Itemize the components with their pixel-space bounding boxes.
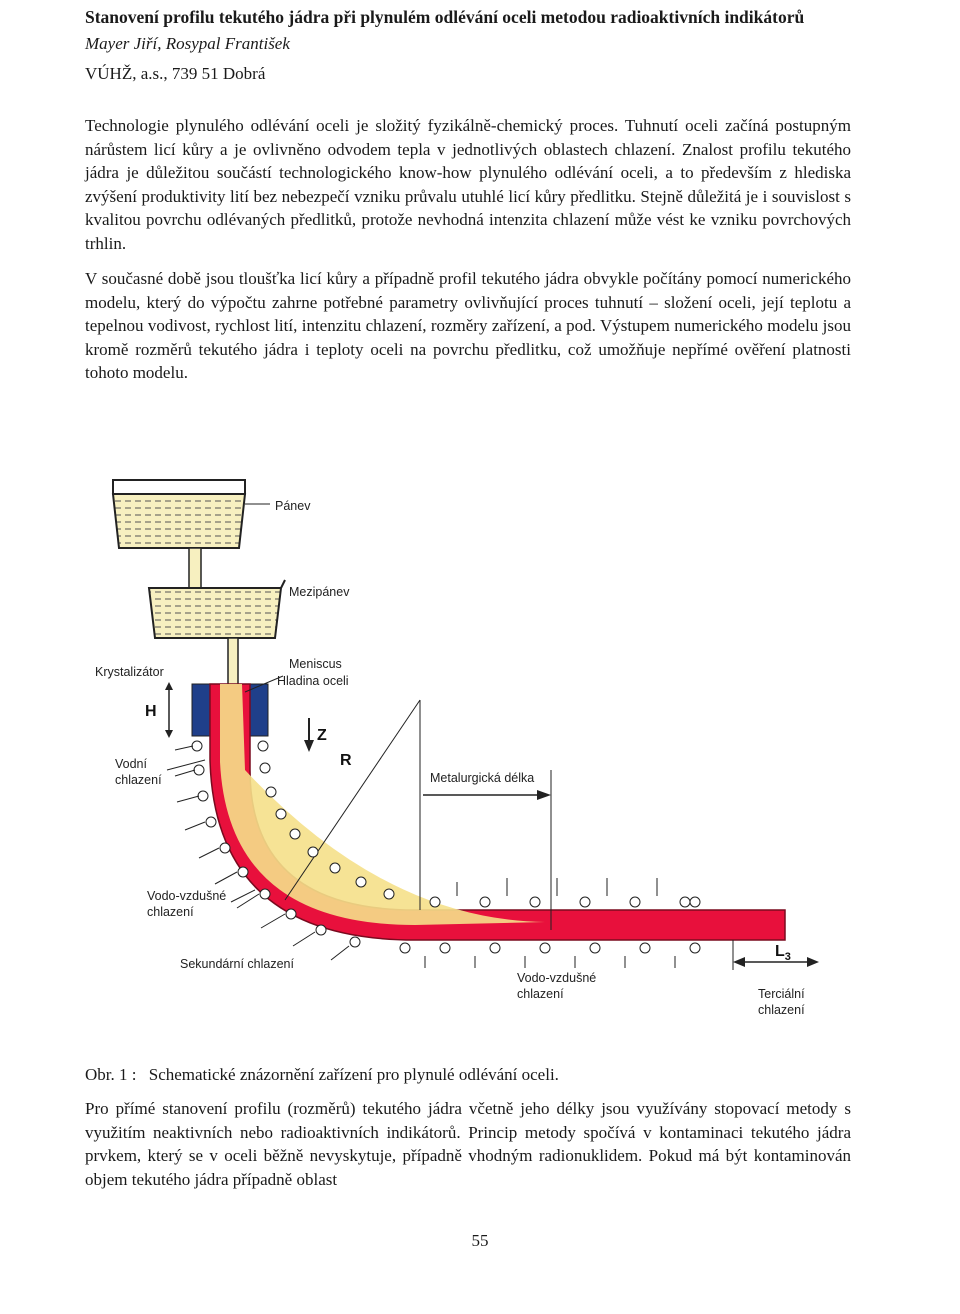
label-metalurgicka: Metalurgická délka <box>430 771 535 785</box>
ladle <box>113 480 270 596</box>
authors: Mayer Jiří, Rosypal František <box>85 34 290 53</box>
label-r: R <box>340 752 352 769</box>
paragraph-1: Technologie plynulého odlévání oceli je složitý fyzikálně-chemický proces. Tuhnutí oceli začíná postupným nárůstem licí kůry a je ovlivněno odvodem tepla v jednotlivých oblastech chlazení. Znalost profilu tekutého jádra je důležitou součástí technologického know-how plynulého odlévání oceli, a to především z hlediska zvýšení produktivity lití bez nebezpečí vzniku průvalu utuhlé licí kůry předlitku. Stejně důležitá je i souvislost s kvalitou povrchu odlévaných předlitků, protože nevhodná intenzita chlazení může vést ke vzniku povrchových trhlin. <box>85 116 851 253</box>
label-panev: Pánev <box>275 499 311 513</box>
label-vodovzdusne-bottom-1: Vodo-vzdušné <box>517 971 597 985</box>
label-hladina: Hladina oceli <box>277 674 349 688</box>
label-vodni-2: chlazení <box>115 773 162 787</box>
page-text-top <box>85 6 851 385</box>
label-krystalizator: Krystalizátor <box>95 665 164 679</box>
label-mezipanev: Mezipánev <box>289 585 350 599</box>
label-l3: $L_3$ <box>775 943 791 963</box>
caption-label: Obr. 1 : <box>85 1065 137 1084</box>
label-vodovzdusne-left-1: Vodo-vzdušné <box>147 889 227 903</box>
affiliation: VÚHŽ, a.s., 739 51 Dobrá <box>85 64 266 83</box>
label-sekundarni: Sekundární chlazení <box>180 957 294 971</box>
casting-diagram <box>85 470 865 1030</box>
figure-caption <box>85 1063 851 1086</box>
label-tercialni-2: chlazení <box>758 1003 805 1017</box>
caption-text: Schematické znázornění zařízení pro plynulé odlévání oceli. <box>148 1065 559 1084</box>
article-title: Stanovení profilu tekutého jádra při plynulém odlévání oceli metodou radioaktivních indikátorů <box>85 7 805 27</box>
casting-diagram-svg <box>85 470 865 1030</box>
page-number: 55 <box>471 1231 489 1250</box>
label-meniscus: Meniscus <box>289 657 342 671</box>
label-z: Z <box>317 727 327 744</box>
paragraph-3: Pro přímé stanovení profilu (rozměrů) tekutého jádra včetně jeho délky jsou využívány stopovací metody s využitím neaktivních nebo radioaktivních indikátorů. Princip metody spočívá v kontaminaci tekutého jádra prvkem, který se v oceli běžně nevyskytuje, případně vhodným radionuklidem. Pokud má být kontaminován objem tekutého jádra případně oblast <box>85 1099 851 1189</box>
label-h: H <box>145 703 157 720</box>
label-vodovzdusne-bottom-2: chlazení <box>517 987 564 1001</box>
label-vodovzdusne-left-2: chlazení <box>147 905 194 919</box>
label-tercialni-1: Terciální <box>758 987 805 1001</box>
paragraph-2: V současné době jsou tloušťka licí kůry a případně profil tekutého jádra obvykle počítány pomocí numerického modelu, který do výpočtu zahrne potřebné parametry ovlivňující proces tuhnutí – složení oceli, její teplotu a tepelnou vodivost, rychlost lití, intenzitu chlazení, rozměry zařízení, a pod. Výstupem numerického modelu jsou kromě rozměrů tekutého jádra i teploty oceli na povrchu předlitku, což umožňuje nepřímé ověření platnosti tohoto modelu. <box>85 269 851 382</box>
label-vodni-1: Vodní <box>115 757 147 771</box>
